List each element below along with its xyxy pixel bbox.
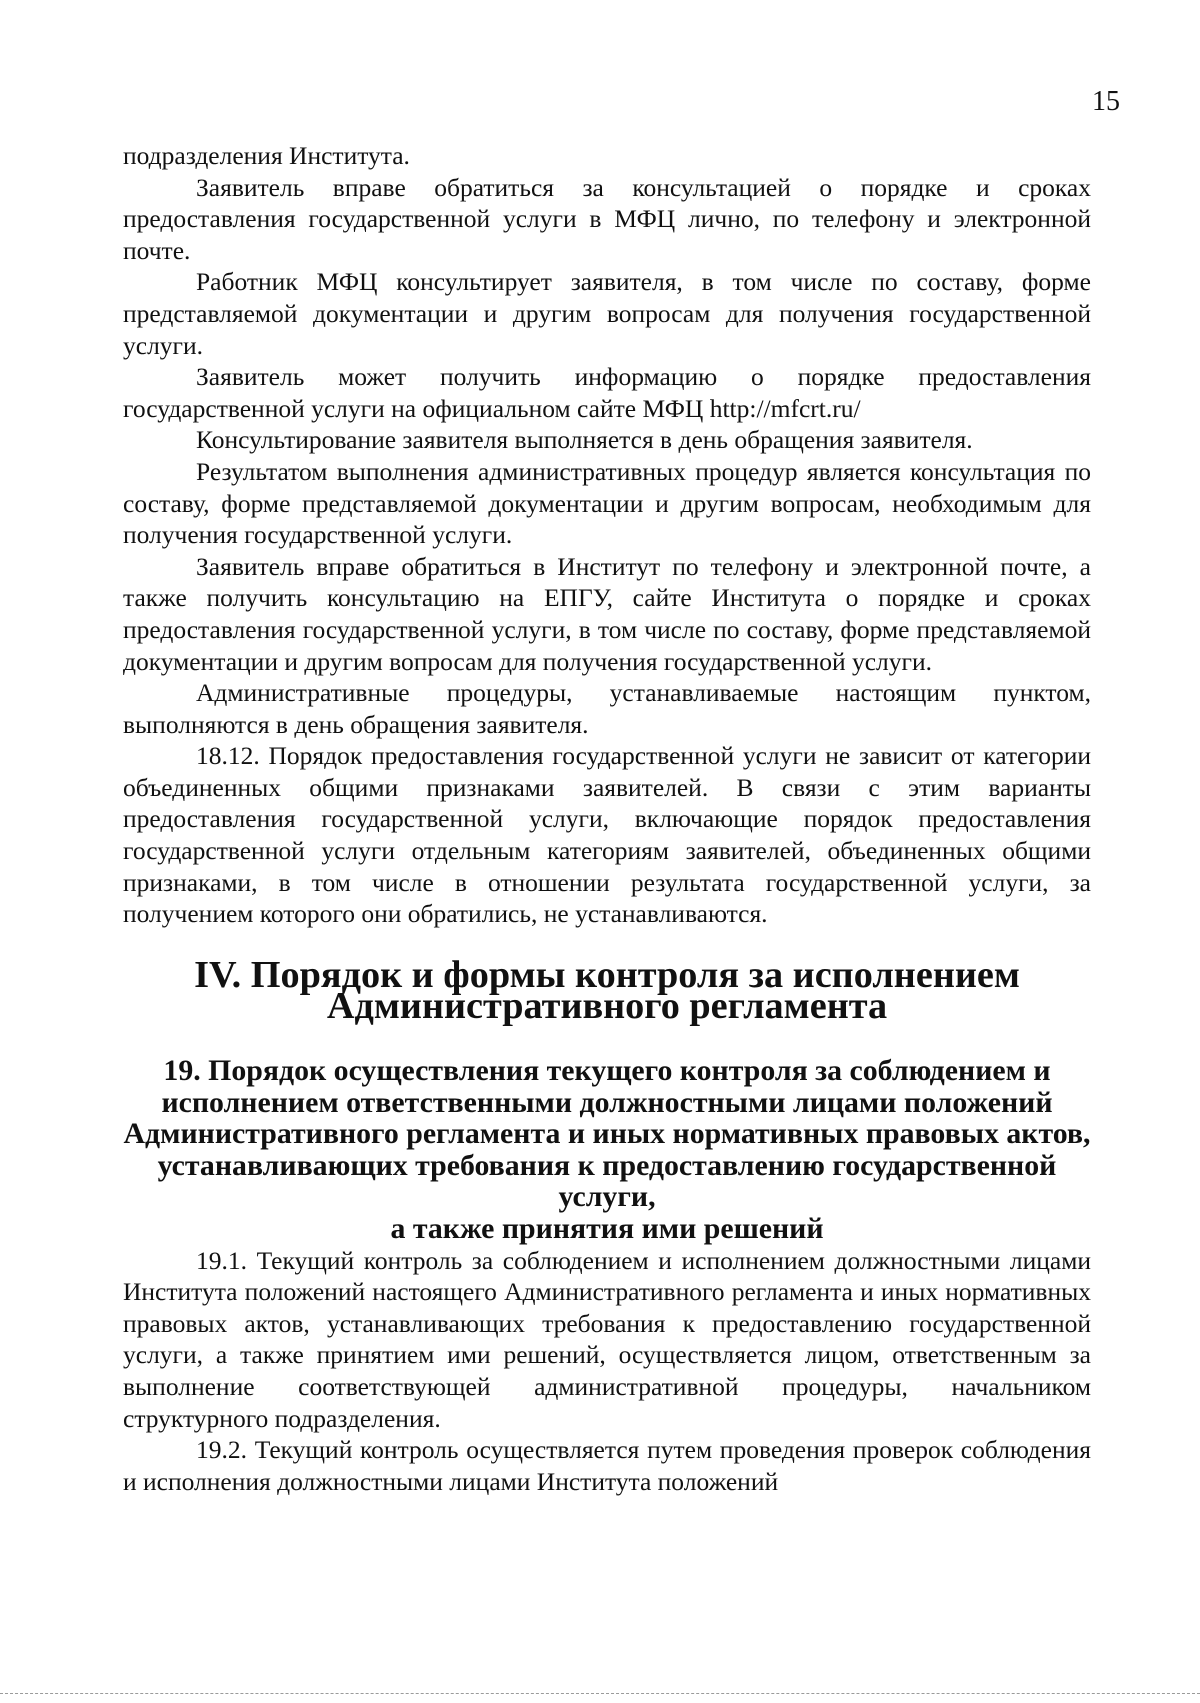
scan-edge-line (0, 1693, 1200, 1694)
paragraph-18-12: 18.12. Порядок предоставления государственной услуги не зависит от категории объединенных общими признаками заявителей. В связи с этим варианты предоставления государственной услуги, включающие порядок предоставления государственной услуги отдельным категориям заявителей, объединенных общими признаками, в том числе в отношении результата государственной услуги, за получением которого они обратились, не устанавливаются. (123, 741, 1091, 929)
paragraph: Заявитель может получить информацию о порядке предоставления государственной услуги на официальном сайте МФЦ http://mfcrt.ru/ (123, 362, 1091, 423)
paragraph-19-1: 19.1. Текущий контроль за соблюдением и исполнением должностными лицами Института положений настоящего Административного регламента и иных нормативных правовых актов, устанавливающих требования к предоставлению государственной услуги, а также принятием ими решений, осуществляется лицом, ответственным за выполнение соответствующей административной процедуры, начальником структурного подразделения. (123, 1245, 1091, 1433)
section-heading-line: Административного регламента (326, 985, 888, 1028)
paragraph: Консультирование заявителя выполняется в день обращения заявителя. (196, 425, 973, 455)
section-heading (123, 953, 1091, 1028)
paragraph: Административные процедуры, устанавливаемые настоящим пунктом, выполняются в день обращения заявителя. (123, 678, 1091, 739)
document-body (123, 140, 1091, 1497)
paragraph: Заявитель вправе обратиться в Институт по телефону и электронной почте, а также получить консультацию на ЕПГУ, сайте Института о порядке и сроках предоставления государственной услуги, в том числе по составу, форме представляемой документации и другим вопросам для получения государственной услуги. (123, 551, 1091, 676)
subsection-heading-line: 19. Порядок осуществления текущего контроля за соблюдением и (163, 1054, 1051, 1088)
subsection-heading-line: а также принятия ими решений (390, 1212, 824, 1245)
subsection-heading (123, 1055, 1091, 1245)
subsection-heading-line: исполнением ответственными должностными лицами положений (161, 1085, 1053, 1119)
paragraph: Результатом выполнения административных процедур является консультация по составу, форме представляемой документации и другим вопросам, необходимым для получения государственной услуги. (123, 456, 1091, 550)
paragraph: Заявитель вправе обратиться за консультацией о порядке и сроках предоставления государственной услуги в МФЦ лично, по телефону и электронной почте. (123, 172, 1091, 265)
paragraph-19-2: 19.2. Текущий контроль осуществляется путем проведения проверок соблюдения и исполнения должностными лицами Института положений (123, 1435, 1091, 1496)
subsection-heading-line: устанавливающих требования к предоставлению государственной услуги, (157, 1148, 1057, 1214)
paragraph: Работник МФЦ консультирует заявителя, в том числе по составу, форме представляемой документации и другим вопросам для получения государственной услуги. (123, 267, 1091, 360)
page-number: 15 (1092, 86, 1120, 117)
section-heading-line: IV. Порядок и формы контроля за исполнением (194, 953, 1020, 996)
paragraph: подразделения Института. (123, 141, 410, 170)
subsection-heading-line: Административного регламента и иных нормативных правовых актов, (123, 1117, 1091, 1151)
